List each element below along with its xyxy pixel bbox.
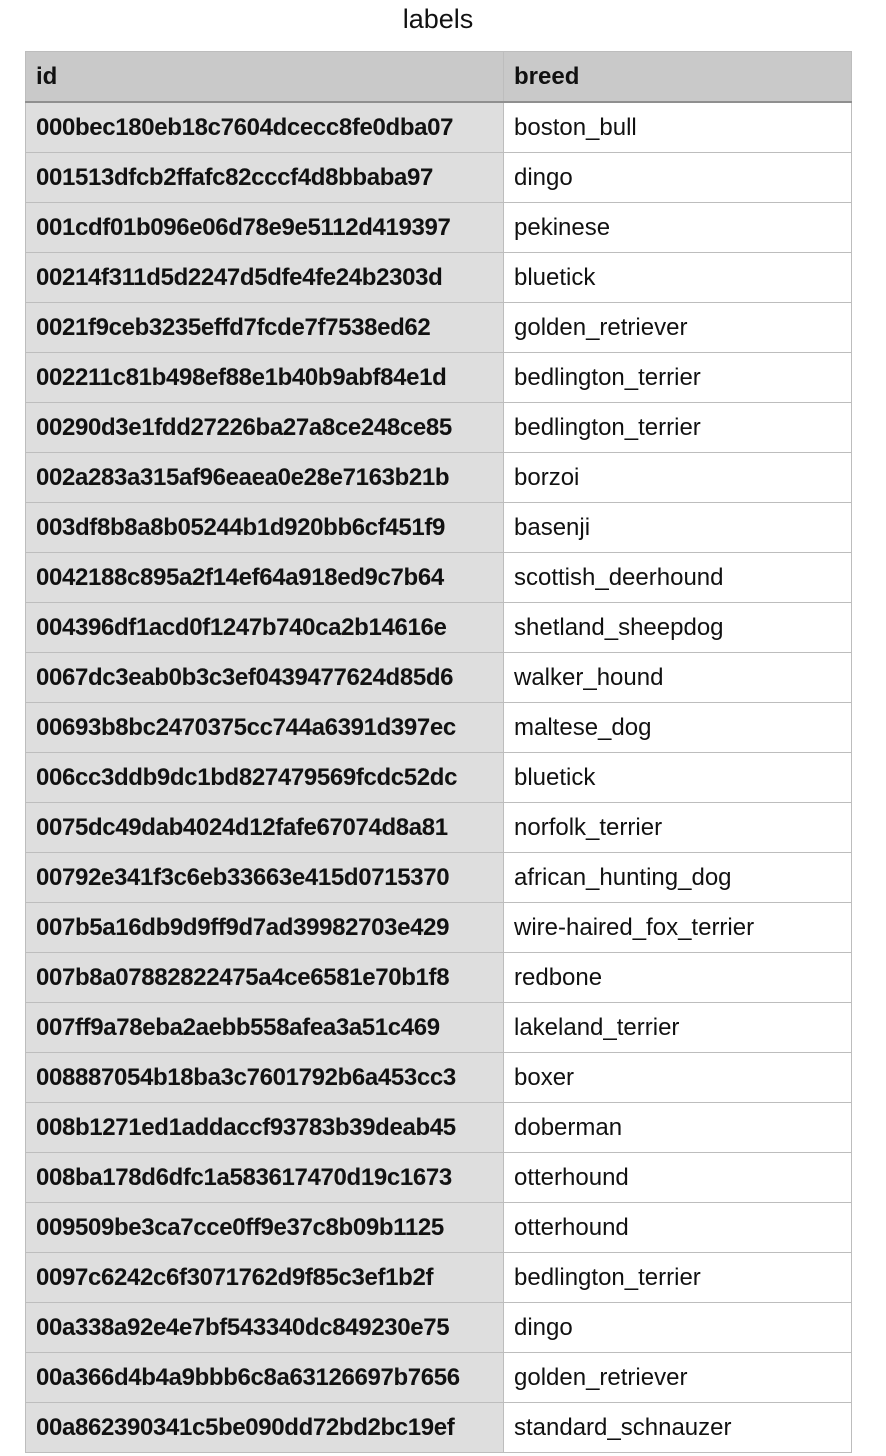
breed-cell: boxer bbox=[504, 1053, 852, 1103]
table-row bbox=[26, 953, 852, 1003]
id-cell: 003df8b8a8b05244b1d920bb6cf451f9 bbox=[26, 503, 504, 553]
breed-cell: shetland_sheepdog bbox=[504, 603, 852, 653]
table-row bbox=[26, 453, 852, 503]
table-row bbox=[26, 503, 852, 553]
id-cell: 00693b8bc2470375cc744a6391d397ec bbox=[26, 703, 504, 753]
id-cell: 009509be3ca7cce0ff9e37c8b09b1125 bbox=[26, 1203, 504, 1253]
id-cell: 0097c6242c6f3071762d9f85c3ef1b2f bbox=[26, 1253, 504, 1303]
breed-cell: dingo bbox=[504, 1303, 852, 1353]
breed-cell: boston_bull bbox=[504, 102, 852, 153]
table-row bbox=[26, 403, 852, 453]
id-cell: 00214f311d5d2247d5dfe4fe24b2303d bbox=[26, 253, 504, 303]
breed-cell: wire-haired_fox_terrier bbox=[504, 903, 852, 953]
table-row bbox=[26, 1103, 852, 1153]
table-caption: labels bbox=[402, 4, 474, 34]
id-cell: 0042188c895a2f14ef64a918ed9c7b64 bbox=[26, 553, 504, 603]
breed-cell: bluetick bbox=[504, 753, 852, 803]
id-cell: 00a366d4b4a9bbb6c8a63126697b7656 bbox=[26, 1353, 504, 1403]
id-cell: 000bec180eb18c7604dcecc8fe0dba07 bbox=[26, 102, 504, 153]
id-cell: 007ff9a78eba2aebb558afea3a51c469 bbox=[26, 1003, 504, 1053]
breed-cell: lakeland_terrier bbox=[504, 1003, 852, 1053]
id-cell: 008b1271ed1addaccf93783b39deab45 bbox=[26, 1103, 504, 1153]
breed-cell: maltese_dog bbox=[504, 703, 852, 753]
breed-cell: basenji bbox=[504, 503, 852, 553]
table-row bbox=[26, 1153, 852, 1203]
breed-cell: bedlington_terrier bbox=[504, 403, 852, 453]
breed-cell: redbone bbox=[504, 953, 852, 1003]
id-cell: 00290d3e1fdd27226ba27a8ce248ce85 bbox=[26, 403, 504, 453]
breed-cell: doberman bbox=[504, 1103, 852, 1153]
breed-cell: standard_schnauzer bbox=[504, 1403, 852, 1453]
id-cell: 007b8a07882822475a4ce6581e70b1f8 bbox=[26, 953, 504, 1003]
table-row bbox=[26, 703, 852, 753]
id-cell: 0075dc49dab4024d12fafe67074d8a81 bbox=[26, 803, 504, 853]
breed-cell: walker_hound bbox=[504, 653, 852, 703]
table-row bbox=[26, 753, 852, 803]
table-row bbox=[26, 1253, 852, 1303]
id-cell: 00a338a92e4e7bf543340dc849230e75 bbox=[26, 1303, 504, 1353]
header-row bbox=[26, 52, 852, 103]
table-body bbox=[26, 102, 852, 1453]
breed-cell: norfolk_terrier bbox=[504, 803, 852, 853]
breed-cell: otterhound bbox=[504, 1203, 852, 1253]
table-row bbox=[26, 653, 852, 703]
table-row bbox=[26, 553, 852, 603]
id-cell: 00a862390341c5be090dd72bd2bc19ef bbox=[26, 1403, 504, 1453]
table-row bbox=[26, 803, 852, 853]
table-row bbox=[26, 853, 852, 903]
id-cell: 001513dfcb2ffafc82cccf4d8bbaba97 bbox=[26, 153, 504, 203]
id-cell: 007b5a16db9d9ff9d7ad39982703e429 bbox=[26, 903, 504, 953]
id-cell: 0067dc3eab0b3c3ef0439477624d85d6 bbox=[26, 653, 504, 703]
id-cell: 00792e341f3c6eb33663e415d0715370 bbox=[26, 853, 504, 903]
breed-cell: golden_retriever bbox=[504, 1353, 852, 1403]
table-row bbox=[26, 1403, 852, 1453]
id-cell: 0021f9ceb3235effd7fcde7f7538ed62 bbox=[26, 303, 504, 353]
breed-cell: scottish_deerhound bbox=[504, 553, 852, 603]
breed-cell: dingo bbox=[504, 153, 852, 203]
labels-table bbox=[25, 51, 852, 1453]
table-row bbox=[26, 1003, 852, 1053]
id-cell: 002a283a315af96eaea0e28e7163b21b bbox=[26, 453, 504, 503]
column-header-id: id bbox=[26, 52, 504, 103]
table-row bbox=[26, 303, 852, 353]
id-cell: 001cdf01b096e06d78e9e5112d419397 bbox=[26, 203, 504, 253]
breed-cell: african_hunting_dog bbox=[504, 853, 852, 903]
table-row bbox=[26, 1203, 852, 1253]
table-row bbox=[26, 353, 852, 403]
breed-cell: pekinese bbox=[504, 203, 852, 253]
breed-cell: bedlington_terrier bbox=[504, 1253, 852, 1303]
breed-cell: otterhound bbox=[504, 1153, 852, 1203]
table-row bbox=[26, 603, 852, 653]
table-row bbox=[26, 1353, 852, 1403]
column-header-breed: breed bbox=[504, 52, 852, 103]
table-header bbox=[26, 52, 852, 103]
id-cell: 006cc3ddb9dc1bd827479569fcdc52dc bbox=[26, 753, 504, 803]
table-row bbox=[26, 153, 852, 203]
id-cell: 008ba178d6dfc1a583617470d19c1673 bbox=[26, 1153, 504, 1203]
table-row bbox=[26, 1053, 852, 1103]
breed-cell: bedlington_terrier bbox=[504, 353, 852, 403]
table-row bbox=[26, 203, 852, 253]
table-row bbox=[26, 1303, 852, 1353]
breed-cell: golden_retriever bbox=[504, 303, 852, 353]
id-cell: 004396df1acd0f1247b740ca2b14616e bbox=[26, 603, 504, 653]
table-row bbox=[26, 253, 852, 303]
breed-cell: borzoi bbox=[504, 453, 852, 503]
breed-cell: bluetick bbox=[504, 253, 852, 303]
id-cell: 008887054b18ba3c7601792b6a453cc3 bbox=[26, 1053, 504, 1103]
table-row bbox=[26, 903, 852, 953]
id-cell: 002211c81b498ef88e1b40b9abf84e1d bbox=[26, 353, 504, 403]
table-row bbox=[26, 102, 852, 153]
